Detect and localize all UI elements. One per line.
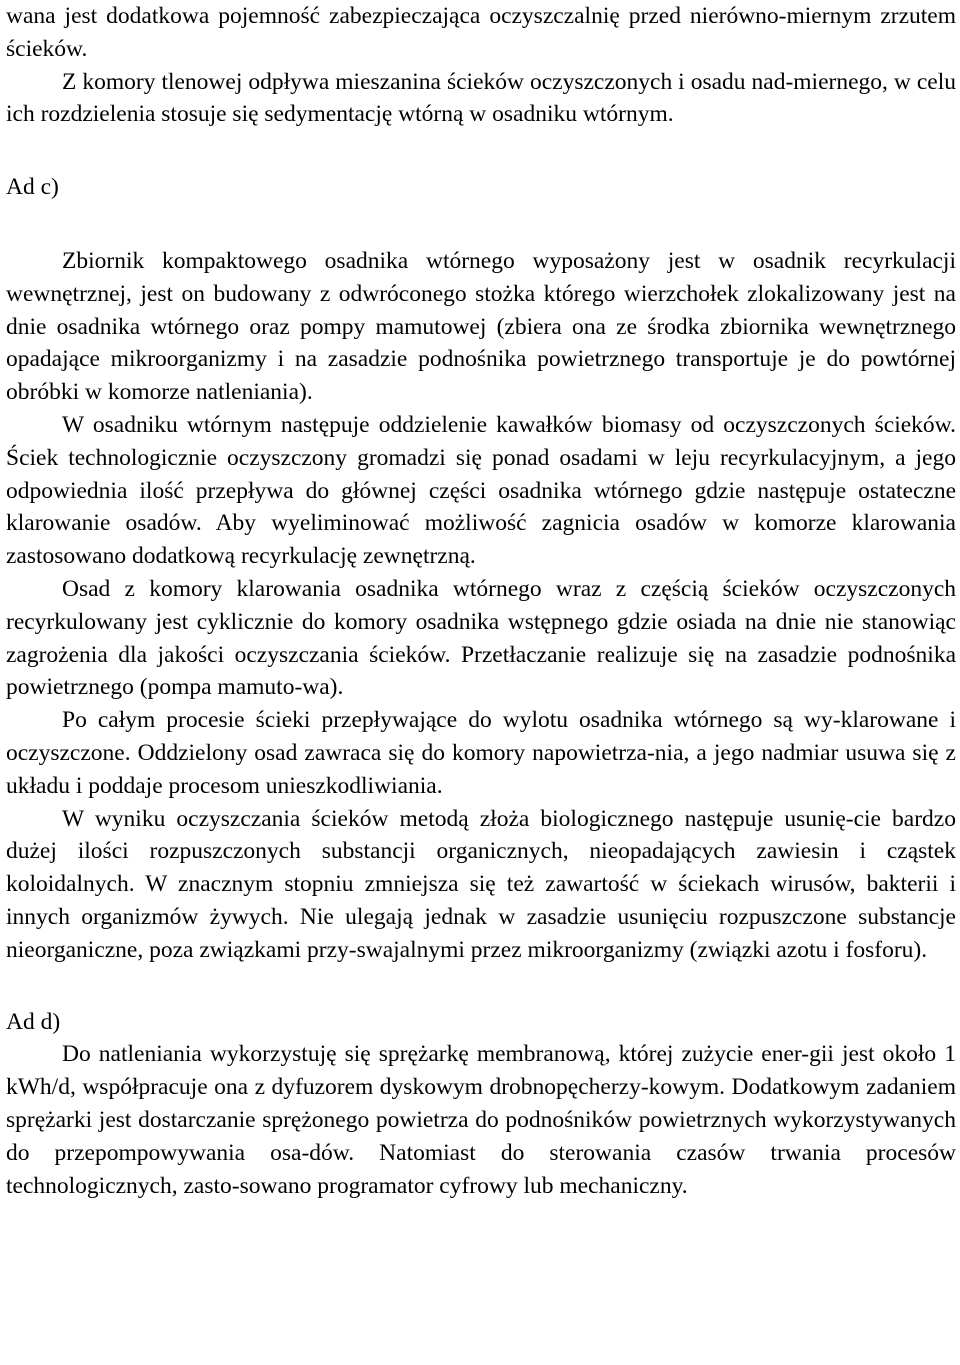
section-d-heading: Ad d) xyxy=(6,1008,61,1035)
document-page xyxy=(6,0,956,1202)
paragraph-c-4: Po całym procesie ścieki przepływające do wylotu osadnika wtórnego są wy-klarowane i oczyszczone. Oddzielony osad zawraca się do komory napowietrza-nia, a jego nadmiar usuwa się z układu i poddaje procesom unieszkodliwiania. xyxy=(6,707,956,799)
section-c-heading: Ad c) xyxy=(6,174,59,201)
paragraph-c-1: Zbiornik kompaktowego osadnika wtórnego wyposażony jest w osadnik recyrkulacji wewnętrznej, jest on budowany z odwróconego stożka którego wierzchołek zlokalizowany jest na dnie osadnika wtórnego oraz pompy mamutowej (zbiera ona ze środka zbiornika wewnętrznego opadające mikroorganizmy i na zasadzie podnośnika powietrznego transportuje je do powtórnej obróbki w komorze natleniania). xyxy=(6,247,956,406)
paragraph-d-1: Do natleniania wykorzystuję się sprężarkę membranową, której zużycie ener-gii jest około 1 kWh/d, współpracuje ona z dyfuzorem dyskowym drobnopęcherzy-kowym. Dodatkowym zadaniem sprężarki jest dostarczanie sprężonego powietrza do podnośników powietrznych wykorzystywanych do przepompowywania osa-dów. Natomiast do sterowania czasów trwania procesów technologicznych, zasto-sowano programator cyfrowy lub mechaniczny. xyxy=(6,1041,956,1199)
paragraph-c-5: W wyniku oczyszczania ścieków metodą złoża biologicznego następuje usunię-cie bardzo dużej ilości rozpuszczonych substancji organicznych, nieopadających zawiesin i cząstek koloidalnych. W znacznym stopniu zmniejsza się też zawartość w ściekach wirusów, bakterii i innych organizmów żywych. Nie ulegają jednak w zasadzie usunięciu rozpuszczone substancje nieorganiczne, poza związkami przy-swajalnymi przez mikroorganizmy (związki azotu i fosforu). xyxy=(6,805,956,963)
paragraph-b-continuation: wana jest dodatkowa pojemność zabezpieczająca oczyszczalnię przed nierówno-miernym zrzutem ścieków. xyxy=(6,3,956,62)
paragraph-b-aeration-outflow: Z komory tlenowej odpływa mieszanina ścieków oczyszczonych i osadu nad-miernego, w celu ich rozdzielenia stosuje się sedymentację wtórną w osadniku wtórnym. xyxy=(6,68,956,128)
paragraph-c-2: W osadniku wtórnym następuje oddzielenie kawałków biomasy od oczyszczonych ścieków. Ściek technologicznie oczyszczony gromadzi się ponad osadami w leju recyrkulacyjnym, a jego odpowiednia ilość przepływa do głównej części osadnika wtórnego gdzie następuje ostateczne klarowanie osadów. Aby wyeliminować możliwość zagnicia osadów w komorze klarowania zastosowano dodatkową recyrkulację zewnętrzną. xyxy=(6,411,956,570)
paragraph-c-3: Osad z komory klarowania osadnika wtórnego wraz z częścią ścieków oczyszczonych recyrkulowany jest cyklicznie do komory osadnika wstępnego gdzie osiada na dnie nie stanowiąc zagrożenia dla jakości oczyszczania ścieków. Przetłaczanie realizuje się na zasadzie podnośnika powietrznego (pompa mamuto-wa). xyxy=(6,575,956,701)
